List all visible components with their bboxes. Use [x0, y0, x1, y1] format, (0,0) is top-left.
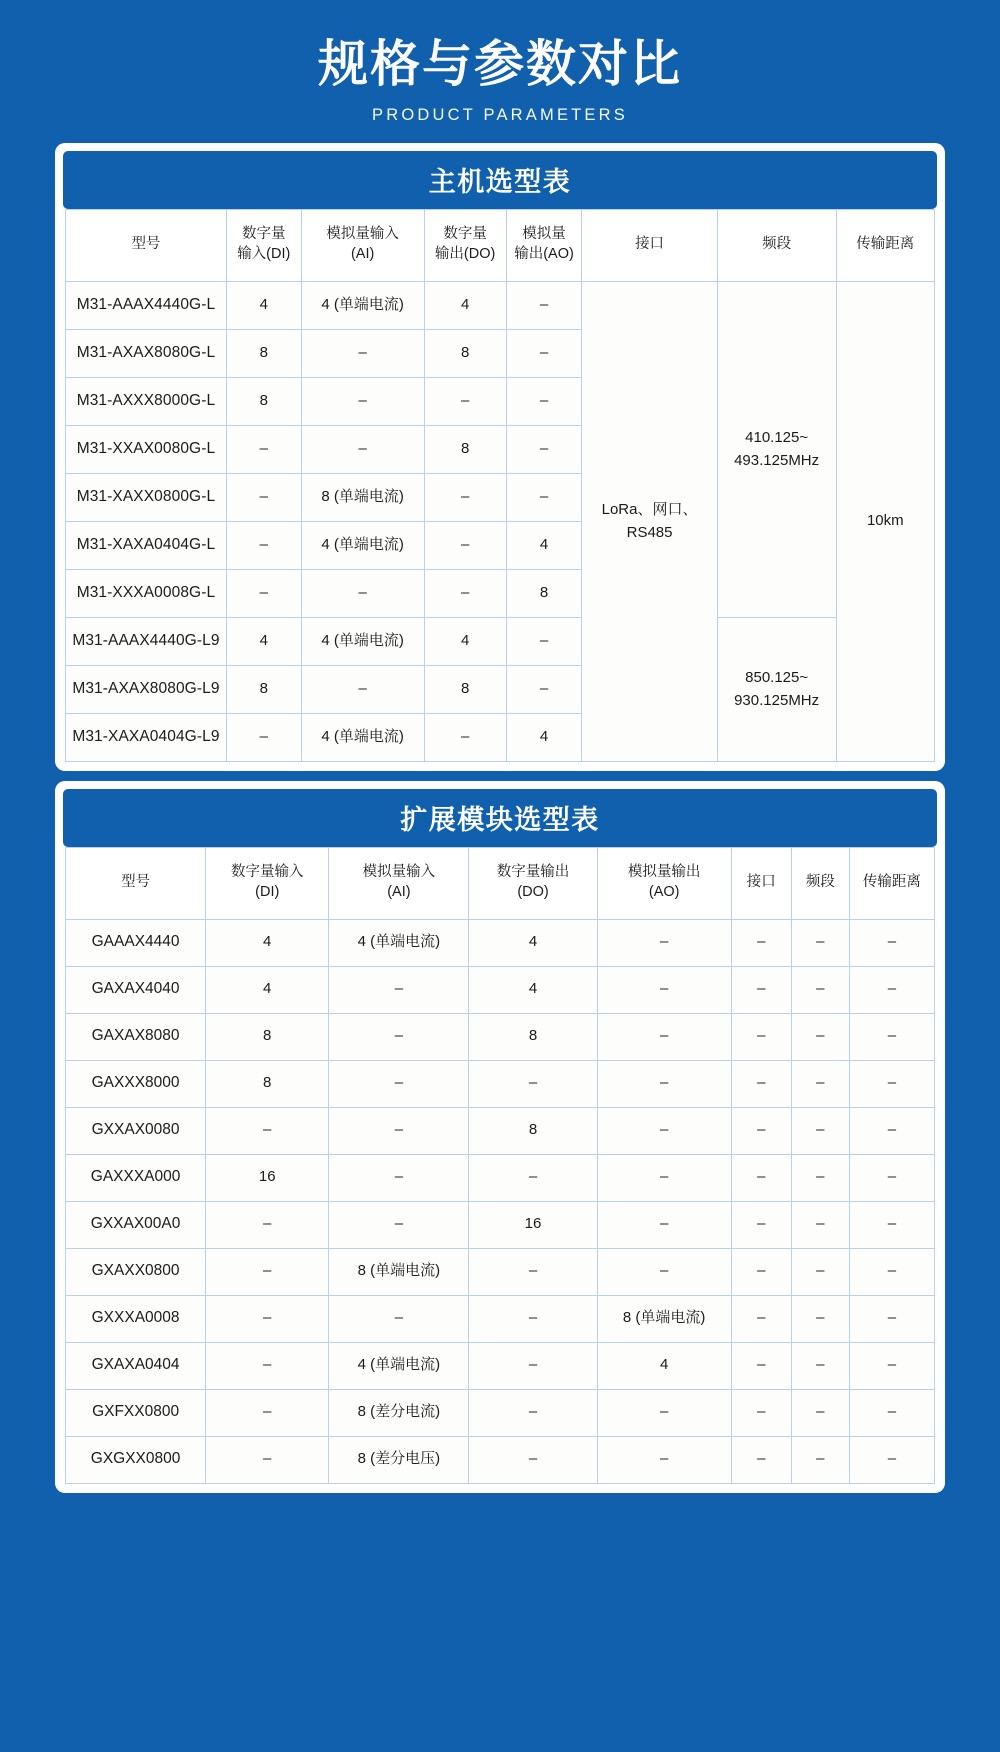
page-title: 规格与参数对比	[318, 36, 682, 92]
cell-analog-output: –	[597, 1436, 731, 1483]
cell-transmission-distance: –	[849, 1107, 934, 1154]
cell-model: M31-XAXA0404G-L9	[66, 713, 227, 761]
header-line-2: (AI)	[387, 884, 411, 900]
page-subtitle: PRODUCT PARAMETERS	[372, 105, 628, 124]
cell-analog-input: 4 (单端电流)	[329, 919, 469, 966]
cell-frequency-band: –	[791, 1060, 849, 1107]
header-line-1: 数字量输出	[496, 864, 570, 881]
cell-digital-output: 8	[424, 665, 506, 713]
cell-analog-input: –	[329, 1201, 469, 1248]
cell-digital-output: –	[469, 1154, 597, 1201]
cell-interface: –	[731, 1248, 791, 1295]
cell-digital-input: –	[206, 1201, 329, 1248]
cell-digital-output: 4	[424, 281, 506, 329]
module_table-col-header	[791, 847, 849, 919]
header-line-1: 接口	[635, 236, 665, 253]
module-selection-table	[65, 847, 935, 1484]
cell-analog-output: –	[506, 665, 582, 713]
cell-analog-input: 4 (单端电流)	[301, 617, 424, 665]
cell-model: GAXAX8080	[66, 1013, 206, 1060]
cell-frequency-band: –	[791, 1342, 849, 1389]
cell-digital-output: 8	[424, 425, 506, 473]
host-table-band	[63, 151, 937, 209]
cell-transmission-distance: –	[849, 1248, 934, 1295]
cell-frequency-band: –	[791, 1201, 849, 1248]
host_table-col-header	[66, 209, 227, 281]
header-line-2: 输出(DO)	[434, 246, 496, 262]
header-line-1: 型号	[121, 874, 151, 891]
module-table-frame	[55, 781, 945, 1493]
table-row	[66, 1060, 935, 1107]
cell-digital-input: 4	[226, 281, 301, 329]
cell-digital-input: –	[226, 473, 301, 521]
cell-analog-output: –	[597, 1389, 731, 1436]
cell-analog-output: –	[597, 1248, 731, 1295]
cell-analog-output: –	[506, 281, 582, 329]
cell-model: GXGXX0800	[66, 1436, 206, 1483]
table-row	[66, 1107, 935, 1154]
table-row	[66, 1389, 935, 1436]
band-line-1: 410.125~	[745, 428, 809, 446]
cell-model: M31-XXXA0008G-L	[66, 569, 227, 617]
module-table-body	[66, 919, 935, 1483]
cell-analog-output: –	[506, 473, 582, 521]
cell-digital-output: –	[469, 1342, 597, 1389]
cell-transmission-distance: –	[849, 1060, 934, 1107]
cell-analog-output: –	[506, 425, 582, 473]
cell-frequency-band: –	[791, 966, 849, 1013]
cell-digital-input: –	[206, 1389, 329, 1436]
host_table-col-header	[301, 209, 424, 281]
cell-model: M31-AXAX8080G-L	[66, 329, 227, 377]
module-table-band	[63, 789, 937, 847]
cell-digital-input: –	[226, 713, 301, 761]
cell-frequency-band: –	[791, 1389, 849, 1436]
cell-interface: –	[731, 1342, 791, 1389]
cell-analog-output: 8 (单端电流)	[597, 1295, 731, 1342]
module_table-col-header	[849, 847, 934, 919]
module-table-header-row	[66, 847, 935, 919]
cell-analog-output: 8	[506, 569, 582, 617]
cell-frequency-band: –	[791, 1436, 849, 1483]
cell-digital-input: 4	[206, 966, 329, 1013]
cell-model: M31-XAXX0800G-L	[66, 473, 227, 521]
host-table-frame	[55, 143, 945, 771]
header-line-1: 模拟量	[522, 226, 566, 243]
cell-transmission-distance: –	[849, 966, 934, 1013]
cell-model: M31-AAAX4440G-L9	[66, 617, 227, 665]
module_table-col-header	[597, 847, 731, 919]
header-line-1: 数字量	[443, 226, 487, 243]
host-table-caption: 主机选型表	[428, 167, 572, 197]
cell-frequency-band	[717, 617, 836, 761]
cell-analog-output: –	[506, 617, 582, 665]
cell-frequency-band: –	[791, 1013, 849, 1060]
cell-analog-output: –	[597, 1154, 731, 1201]
host-table-header-row	[66, 209, 935, 281]
cell-digital-output: –	[424, 473, 506, 521]
cell-analog-output: –	[597, 1060, 731, 1107]
cell-digital-input: 8	[206, 1013, 329, 1060]
cell-analog-output: –	[506, 377, 582, 425]
host-table-body	[66, 281, 935, 761]
header-line-1: 型号	[131, 236, 161, 253]
module_table-col-header	[469, 847, 597, 919]
cell-analog-input: 4 (单端电流)	[301, 713, 424, 761]
cell-model: M31-AXXX8000G-L	[66, 377, 227, 425]
cell-transmission-distance: –	[849, 1295, 934, 1342]
cell-analog-output: –	[597, 1107, 731, 1154]
cell-digital-input: 8	[226, 329, 301, 377]
cell-interface: –	[731, 1389, 791, 1436]
cell-digital-input: –	[206, 1107, 329, 1154]
cell-digital-input: 4	[226, 617, 301, 665]
table-row	[66, 1342, 935, 1389]
module_table-col-header	[731, 847, 791, 919]
cell-digital-input: 16	[206, 1154, 329, 1201]
host_table-col-header	[582, 209, 717, 281]
cell-model: GXXAX0080	[66, 1107, 206, 1154]
cell-model: GAXAX4040	[66, 966, 206, 1013]
cell-analog-input: 4 (单端电流)	[329, 1342, 469, 1389]
cell-digital-output: –	[469, 1436, 597, 1483]
cell-digital-output: –	[469, 1060, 597, 1107]
cell-analog-input: –	[301, 377, 424, 425]
cell-digital-output: –	[469, 1295, 597, 1342]
cell-transmission-distance: –	[849, 1342, 934, 1389]
module-table-caption: 扩展模块选型表	[400, 805, 600, 835]
host-table-wrap	[63, 209, 937, 762]
cell-interface: –	[731, 966, 791, 1013]
cell-transmission-distance: –	[849, 1201, 934, 1248]
cell-digital-output: –	[424, 569, 506, 617]
cell-interface: –	[731, 919, 791, 966]
table-row	[66, 919, 935, 966]
cell-analog-input: 4 (单端电流)	[301, 281, 424, 329]
cell-digital-output: 8	[469, 1107, 597, 1154]
cell-analog-input: 4 (单端电流)	[301, 521, 424, 569]
cell-digital-input: 8	[226, 665, 301, 713]
host_table-col-header	[836, 209, 934, 281]
cell-frequency-band: –	[791, 1107, 849, 1154]
cell-frequency-band: –	[791, 1154, 849, 1201]
header-line-1: 频段	[762, 236, 792, 253]
cell-digital-output: 4	[469, 966, 597, 1013]
interface-line-2: RS485	[626, 524, 673, 541]
table-row	[66, 966, 935, 1013]
table-row	[66, 1436, 935, 1483]
cell-digital-input: –	[226, 569, 301, 617]
header-line-2: (DO)	[517, 884, 549, 900]
cell-digital-input: –	[206, 1436, 329, 1483]
cell-analog-output: –	[597, 1013, 731, 1060]
module-table-head	[66, 847, 935, 919]
cell-analog-input: –	[301, 329, 424, 377]
cell-digital-output: 4	[469, 919, 597, 966]
cell-analog-input: 8 (差分电压)	[329, 1436, 469, 1483]
table-row	[66, 1201, 935, 1248]
cell-model: M31-AAAX4440G-L	[66, 281, 227, 329]
header-line-2: 输出(AO)	[514, 246, 574, 262]
header-line-2: 输入(DI)	[237, 246, 291, 262]
table-row	[66, 1295, 935, 1342]
cell-digital-input: –	[226, 425, 301, 473]
cell-digital-output: –	[469, 1248, 597, 1295]
cell-digital-output: –	[469, 1389, 597, 1436]
header-line-1: 传输距离	[862, 874, 921, 891]
cell-analog-output: 4	[506, 713, 582, 761]
header-line-1: 接口	[746, 874, 776, 891]
cell-analog-input: 8 (差分电流)	[329, 1389, 469, 1436]
cell-analog-input: –	[329, 1154, 469, 1201]
cell-model: GXAXX0800	[66, 1248, 206, 1295]
cell-interface: –	[731, 1436, 791, 1483]
cell-model: GAXXXA000	[66, 1154, 206, 1201]
cell-frequency-band: –	[791, 919, 849, 966]
cell-model: M31-XAXA0404G-L	[66, 521, 227, 569]
band-line-1: 850.125~	[745, 668, 809, 686]
cell-transmission-distance: 10km	[836, 281, 934, 761]
interface-line-1: LoRa、网口、	[601, 500, 698, 518]
band-line-2: 493.125MHz	[734, 452, 820, 469]
cell-interface: –	[731, 1295, 791, 1342]
cell-model: GAXXX8000	[66, 1060, 206, 1107]
cell-analog-output: –	[506, 329, 582, 377]
cell-interface: –	[731, 1107, 791, 1154]
cell-interface: –	[731, 1201, 791, 1248]
cell-digital-input: 8	[206, 1060, 329, 1107]
cell-frequency-band: –	[791, 1248, 849, 1295]
header-line-2: (AI)	[350, 246, 375, 262]
page-header	[0, 0, 1000, 143]
cell-interface: –	[731, 1154, 791, 1201]
cell-analog-output: –	[597, 966, 731, 1013]
cell-model: M31-XXAX0080G-L	[66, 425, 227, 473]
cell-digital-input: –	[206, 1248, 329, 1295]
cell-analog-input: –	[329, 1107, 469, 1154]
cell-transmission-distance: –	[849, 1013, 934, 1060]
cell-digital-input: –	[206, 1295, 329, 1342]
cell-transmission-distance: –	[849, 1154, 934, 1201]
cell-digital-output: 8	[424, 329, 506, 377]
cell-model: GXXXA0008	[66, 1295, 206, 1342]
cell-analog-output: –	[597, 1201, 731, 1248]
cell-analog-input: 8 (单端电流)	[329, 1248, 469, 1295]
header-line-1: 模拟量输出	[627, 864, 701, 881]
module_table-col-header	[329, 847, 469, 919]
cell-digital-output: 8	[469, 1013, 597, 1060]
module-table-wrap	[63, 847, 937, 1484]
cell-digital-input: 8	[226, 377, 301, 425]
cell-analog-input: –	[301, 425, 424, 473]
cell-analog-input: –	[329, 1295, 469, 1342]
table-row	[66, 1013, 935, 1060]
cell-analog-input: –	[301, 569, 424, 617]
cell-analog-output: –	[597, 919, 731, 966]
cell-interface: –	[731, 1060, 791, 1107]
cell-digital-input: 4	[206, 919, 329, 966]
cell-interface: –	[731, 1013, 791, 1060]
cell-digital-output: –	[424, 521, 506, 569]
module_table-col-header	[66, 847, 206, 919]
cell-digital-output: –	[424, 713, 506, 761]
module_table-col-header	[206, 847, 329, 919]
cell-analog-input: –	[329, 1013, 469, 1060]
cell-digital-input: –	[206, 1342, 329, 1389]
host_table-col-header	[226, 209, 301, 281]
cell-analog-input: –	[329, 1060, 469, 1107]
cell-model: GXAXA0404	[66, 1342, 206, 1389]
cell-digital-output: 16	[469, 1201, 597, 1248]
cell-analog-output: 4	[506, 521, 582, 569]
table-row	[66, 617, 935, 665]
cell-digital-input: –	[226, 521, 301, 569]
host-table-head	[66, 209, 935, 281]
header-line-1: 模拟量输入	[326, 226, 399, 243]
cell-model: GXXAX00A0	[66, 1201, 206, 1248]
cell-analog-input: –	[301, 665, 424, 713]
cell-transmission-distance: –	[849, 919, 934, 966]
cell-frequency-band: –	[791, 1295, 849, 1342]
cell-transmission-distance: –	[849, 1436, 934, 1483]
cell-digital-output: 4	[424, 617, 506, 665]
header-line-1: 模拟量输入	[362, 864, 436, 881]
header-line-2: (AO)	[648, 884, 680, 900]
table-row	[66, 1154, 935, 1201]
host_table-col-header	[506, 209, 582, 281]
header-line-1: 传输距离	[856, 236, 915, 253]
cell-transmission-distance: –	[849, 1389, 934, 1436]
cell-model: GAAAX4440	[66, 919, 206, 966]
host_table-col-header	[717, 209, 836, 281]
table-row	[66, 281, 935, 329]
cell-model: M31-AXAX8080G-L9	[66, 665, 227, 713]
host_table-col-header	[424, 209, 506, 281]
header-line-1: 频段	[805, 874, 835, 891]
header-line-1: 数字量	[242, 226, 286, 243]
cell-analog-input: –	[329, 966, 469, 1013]
header-line-2: (DI)	[255, 884, 280, 900]
cell-analog-output: 4	[597, 1342, 731, 1389]
header-line-1: 数字量输入	[230, 864, 304, 881]
cell-digital-output: –	[424, 377, 506, 425]
cell-frequency-band	[717, 281, 836, 617]
cell-analog-input: 8 (单端电流)	[301, 473, 424, 521]
band-line-2: 930.125MHz	[734, 692, 820, 709]
cell-model: GXFXX0800	[66, 1389, 206, 1436]
cell-interface	[582, 281, 717, 761]
table-row	[66, 1248, 935, 1295]
host-selection-table	[65, 209, 935, 762]
